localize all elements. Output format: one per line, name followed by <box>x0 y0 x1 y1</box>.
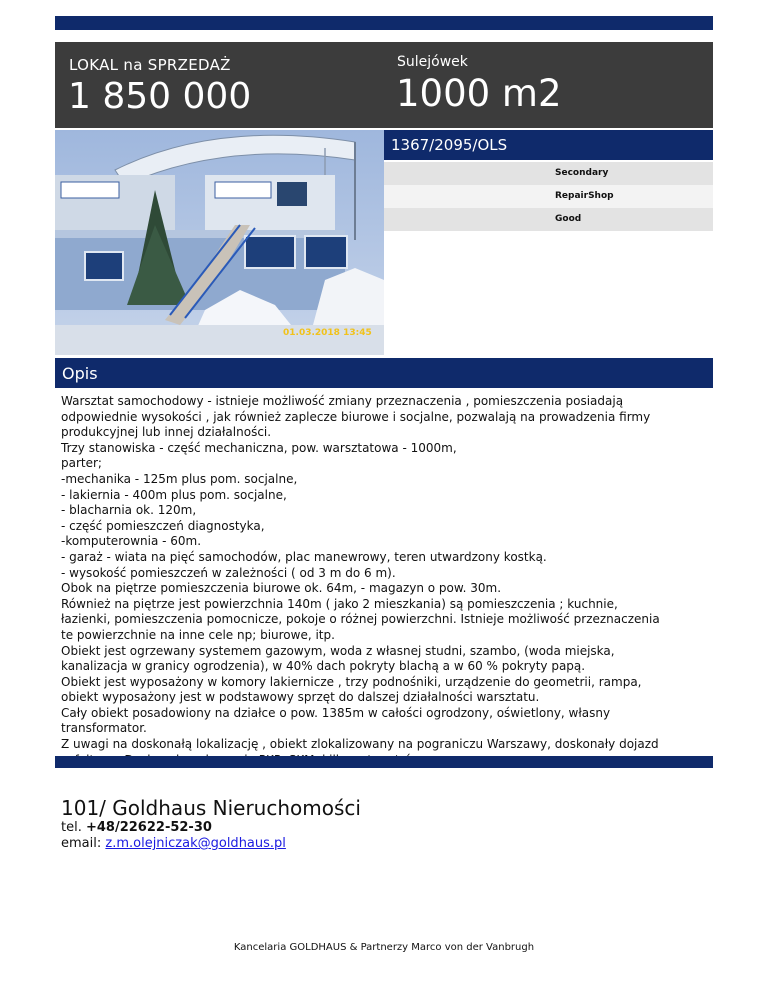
footer-text: Kancelaria GOLDHAUS & Partnerzy Marco von der Vanbrugh <box>233 942 535 953</box>
reference-bar <box>384 130 713 160</box>
agent-name: 101/ Goldhaus Nieruchomości <box>61 796 361 820</box>
top-accent-bar <box>55 16 713 30</box>
property-photo <box>55 130 384 355</box>
description-line: produkcyjnej lub innej działalności. <box>61 425 272 440</box>
section-divider-bar <box>55 756 713 768</box>
attribute-condition: Good <box>384 208 713 231</box>
description-title: Opis <box>62 364 98 383</box>
reference-number: 1367/2095/OLS <box>391 136 508 154</box>
description-line: transformator. <box>61 721 147 736</box>
listing-type: LOKAL na SPRZEDAŻ <box>69 56 231 74</box>
listing-header <box>55 42 713 128</box>
description-line: Również na piętrze jest powierzchnia 140m ( jako 2 mieszkania) są pomieszczenia ; kuchnie, <box>61 596 618 611</box>
description-line: - garaż - wiata na pięć samochodów, plac manewrowy, teren utwardzony kostką. <box>61 549 547 564</box>
listing-area: 1000 m2 <box>396 72 562 115</box>
description-line: Obok na piętrze pomieszczenia biurowe ok. 64m, - magazyn o pow. 30m. <box>61 581 502 596</box>
description-line: -komputerownia - 60m. <box>61 534 202 549</box>
description-line: odpowiednie wysokości , jak również zaplecze biurowe i socjalne, pozwalają na prowadzenia firmy <box>61 409 651 424</box>
description-line: Cały obiekt posadowiony na działce o pow. 1385m w całości ogrodzony, oświetlony, własny <box>61 705 611 720</box>
description-line: Obiekt jest wyposażony w komory lakiernicze , trzy podnośniki, urządzenie do geometrii, rampa, <box>61 674 642 689</box>
description-line: Trzy stanowiska - część mechaniczna, pow. warsztatowa - 1000m, <box>61 440 457 455</box>
description-line: parter; <box>61 456 102 471</box>
description-line: - część pomieszczeń diagnostyka, <box>61 518 265 533</box>
agent-email-line <box>61 836 286 851</box>
description-line: - wysokość pomieszczeń w zależności ( od 3 m do 6 m). <box>61 565 396 580</box>
description-line: -mechanika - 125m plus pom. socjalne, <box>61 471 298 486</box>
attribute-property-type: RepairShop <box>384 185 713 208</box>
description-header <box>55 358 713 388</box>
description-line: kanalizacja w granicy ogrodzenia), w 40% dach pokryty blachą a w 60 % pokryty papą. <box>61 659 586 674</box>
description-body <box>61 394 713 768</box>
agent-phone[interactable]: +48/22622-52-30 <box>85 820 212 835</box>
phone-label: tel. <box>61 820 82 835</box>
description-line: - blacharnia ok. 120m, <box>61 503 197 518</box>
description-line: te powierzchnie na inne cele np; biurowe, itp. <box>61 627 335 642</box>
description-line: - lakiernia - 400m plus pom. socjalne, <box>61 487 287 502</box>
agent-email-link[interactable]: z.m.olejniczak@goldhaus.pl <box>105 836 286 851</box>
attribute-market: Secondary <box>384 162 713 185</box>
description-line: Z uwagi na doskonałą lokalizację , obiekt zlokalizowany na pograniczu Warszawy, doskonały dojazd <box>61 737 659 752</box>
listing-city: Sulejówek <box>397 54 468 70</box>
photo-timestamp: 01.03.2018 13:45 <box>283 328 372 338</box>
email-label: email: <box>61 836 102 851</box>
agent-phone-line <box>61 820 212 835</box>
description-line: Obiekt jest ogrzewany systemem gazowym, woda z własnej studni, szambo, (woda miejska, <box>61 643 615 658</box>
description-line: łazienki, pomieszczenia pomocnicze, pokoje o różnej powierzchni. Istnieje możliwość przeznaczenia <box>61 612 660 627</box>
description-line: obiekt wyposażony jest w podstawowy sprzęt do dalszej działalności warsztatu. <box>61 690 540 705</box>
listing-price: 1 850 000 <box>68 76 252 117</box>
description-line: Warsztat samochodowy - istnieje możliwość zmiany przeznaczenia , pomieszczenia posiadają <box>61 394 624 408</box>
